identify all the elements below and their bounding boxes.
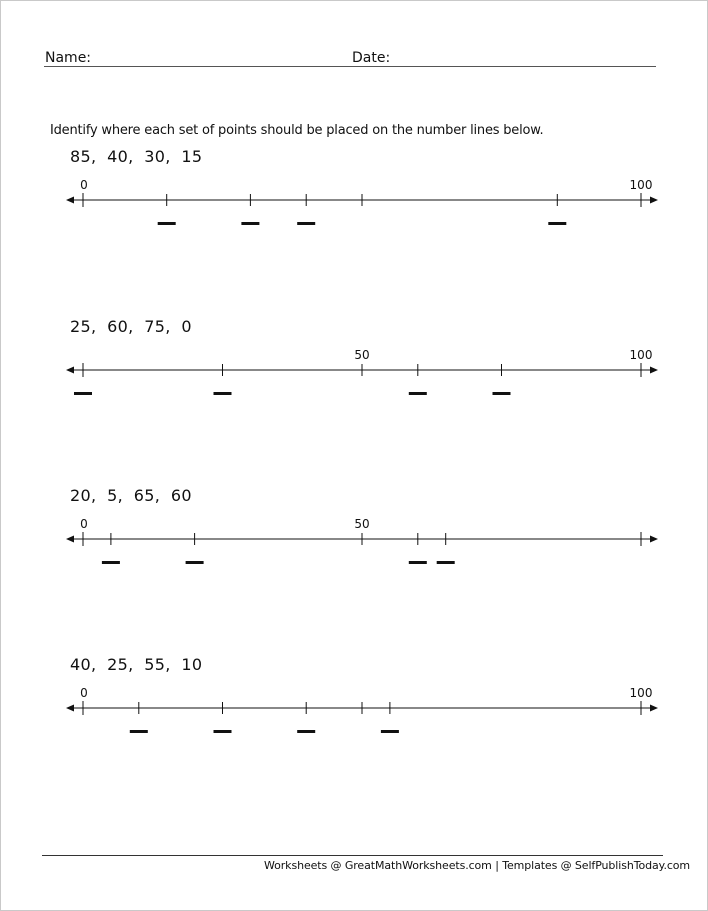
right-arrow-icon: [650, 197, 658, 204]
footer-rule: [42, 855, 663, 856]
tick-label-min: 0: [80, 517, 88, 531]
tick-label-min: 0: [80, 178, 88, 192]
left-arrow-icon: [66, 705, 74, 712]
answer-blank: [493, 392, 511, 395]
answer-blank: [102, 561, 120, 564]
point-set-3: 20, 5, 65, 60: [70, 486, 192, 505]
answer-blank: [214, 730, 232, 733]
answer-blank: [74, 392, 92, 395]
answer-blank: [409, 392, 427, 395]
left-arrow-icon: [66, 536, 74, 543]
tick-label-mid: 50: [354, 348, 370, 362]
name-label: Name:: [45, 50, 92, 66]
right-arrow-icon: [650, 536, 658, 543]
instructions: Identify where each set of points should be placed on the number lines below.: [50, 123, 544, 138]
left-arrow-icon: [66, 197, 74, 204]
number-line-3: [0, 509, 708, 599]
answer-blank: [297, 730, 315, 733]
answer-blank: [437, 561, 455, 564]
header-rule: [44, 50, 656, 67]
left-arrow-icon: [66, 367, 74, 374]
answer-blank: [548, 222, 566, 225]
number-line-4: [0, 678, 708, 768]
number-line-1: [0, 170, 708, 260]
tick-label-max: 100: [629, 178, 653, 192]
point-set-1: 85, 40, 30, 15: [70, 147, 203, 166]
tick-label-mid: 50: [354, 517, 370, 531]
date-label: Date:: [352, 50, 391, 66]
answer-blank: [297, 222, 315, 225]
answer-blank: [381, 730, 399, 733]
point-set-4: 40, 25, 55, 10: [70, 655, 203, 674]
right-arrow-icon: [650, 367, 658, 374]
answer-blank: [186, 561, 204, 564]
answer-blank: [130, 730, 148, 733]
tick-label-min: 0: [80, 686, 88, 700]
answer-blank: [409, 561, 427, 564]
footer-credits: Worksheets @ GreatMathWorksheets.com | Templates @ SelfPublishToday.com: [264, 859, 691, 872]
number-line-2: [0, 340, 708, 430]
answer-blank: [241, 222, 259, 225]
answer-blank: [158, 222, 176, 225]
tick-label-max: 100: [629, 686, 653, 700]
point-set-2: 25, 60, 75, 0: [70, 317, 192, 336]
answer-blank: [214, 392, 232, 395]
right-arrow-icon: [650, 705, 658, 712]
tick-label-max: 100: [629, 348, 653, 362]
